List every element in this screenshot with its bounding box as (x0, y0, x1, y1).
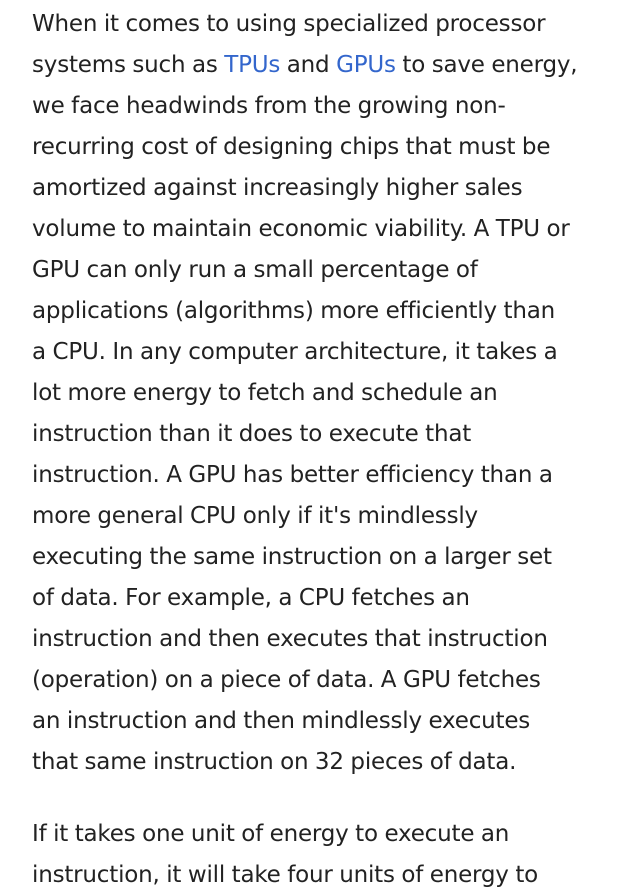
text-line: instruction. A GPU has better efficiency than a (32, 462, 553, 488)
text-line: applications (algorithms) more efficiently than (32, 298, 555, 324)
text-line: more general CPU only if it's mindlessly (32, 503, 478, 529)
text-line: that same instruction on 32 pieces of data. (32, 749, 517, 775)
text-line: instruction, it will take four units of energy to (32, 862, 539, 888)
paragraph (32, 814, 616, 896)
paragraph (32, 4, 616, 783)
text-line: (operation) on a piece of data. A GPU fetches (32, 667, 541, 693)
text-line: an instruction and then mindlessly executes (32, 708, 531, 734)
text-line: instruction and then executes that instruction (32, 626, 548, 652)
text-line: If it takes one unit of energy to execute an (32, 821, 510, 847)
gpus-link[interactable]: GPUs (336, 52, 396, 78)
text-line: volume to maintain economic viability. A TPU or (32, 216, 570, 242)
text-line: instruction than it does to execute that (32, 421, 472, 447)
text-line: GPU can only run a small percentage of (32, 257, 478, 283)
text-line: executing the same instruction on a larger set (32, 544, 552, 570)
text-line (32, 45, 616, 86)
text-line: of data. For example, a CPU fetches an (32, 585, 470, 611)
text-segment: to save energy, (395, 52, 578, 78)
text-line: recurring cost of designing chips that must be (32, 134, 551, 160)
text-line: When it comes to using specialized processor (32, 11, 546, 37)
text-line: amortized against increasingly higher sales (32, 175, 523, 201)
text-line: lot more energy to fetch and schedule an (32, 380, 498, 406)
text-segment: systems such as (32, 52, 225, 78)
text-segment: and (280, 52, 337, 78)
article-body (32, 4, 616, 896)
tpus-link[interactable]: TPUs (224, 52, 281, 78)
text-line: we face headwinds from the growing non- (32, 93, 506, 119)
text-line: a CPU. In any computer architecture, it takes a (32, 339, 558, 365)
